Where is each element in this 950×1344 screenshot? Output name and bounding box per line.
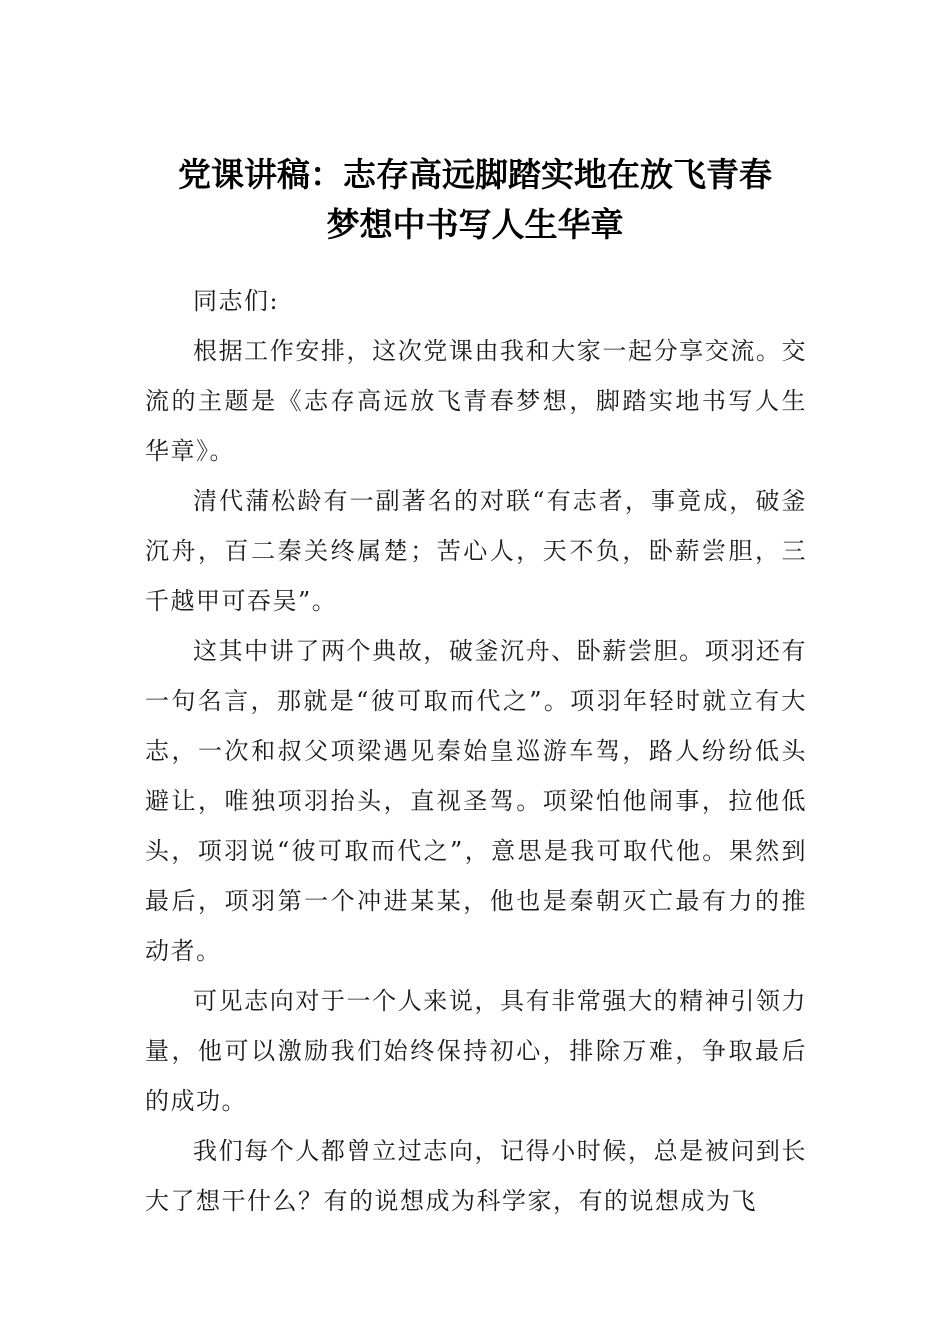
title-line-1: 党课讲稿：志存高远脚踏实地在放飞青春 — [178, 155, 772, 194]
salutation: 同志们: — [193, 287, 280, 315]
paragraph-3: 这其中讲了两个典故，破釜沉舟、卧薪尝胆。项羽还有一句名言，那就是“彼可取而代之”。项羽年轻时就立有大志，一次和叔父项梁遇见秦始皇巡游车驾，路人纷纷低头避让，唯独项羽抬头，直视圣驾。项梁怕他闹事，拉他低头，项羽说“彼可取而代之”，意思是我可取代他。果然到最后，项羽第一个冲进某某，他也是秦朝灭亡最有力的推动者。 — [145, 637, 807, 965]
title-line-2: 梦想中书写人生华章 — [326, 205, 624, 244]
paragraph-1: 根据工作安排，这次党课由我和大家一起分享交流。交流的主题是《志存高远放飞青春梦想，脚踏实地书写人生华章》。 — [145, 337, 807, 465]
paragraph-2: 清代蒲松龄有一副著名的对联“有志者，事竟成，破釜沉舟，百二秦关终属楚；苦心人，天不负，卧薪尝胆，三千越甲可吞吴”。 — [145, 487, 807, 615]
paragraph-4: 可见志向对于一个人来说，具有非常强大的精神引领力量，他可以激励我们始终保持初心，排除万难，争取最后的成功。 — [145, 987, 807, 1115]
document-title — [120, 150, 830, 250]
paragraph-5: 我们每个人都曾立过志向，记得小时候，总是被问到长大了想干什么？有的说想成为科学家，有的说想成为飞 — [145, 1137, 807, 1215]
document-body — [145, 276, 807, 1226]
